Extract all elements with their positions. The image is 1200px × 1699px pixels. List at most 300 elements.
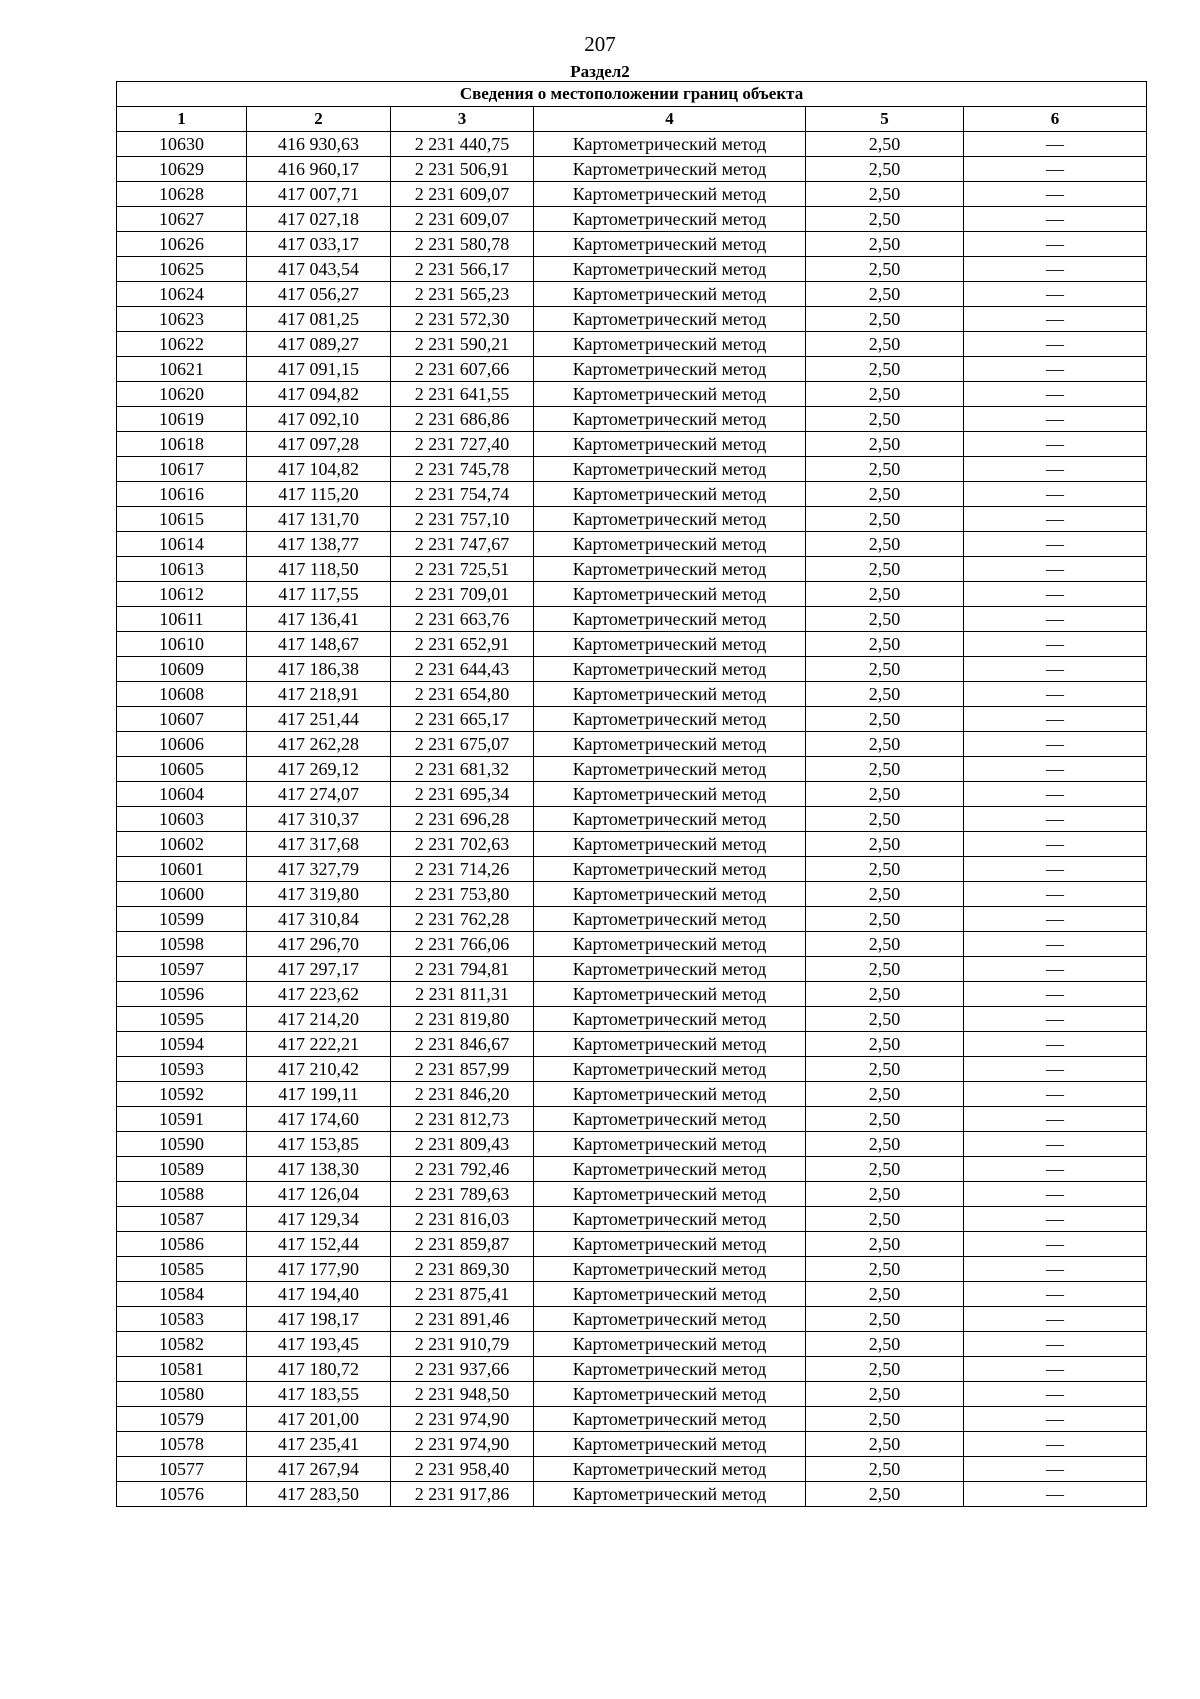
x-coordinate-cell: 417 081,25 [247, 307, 391, 332]
y-coordinate-cell: 2 231 644,43 [391, 657, 534, 682]
table-row [117, 707, 1147, 732]
description-cell: — [964, 757, 1147, 782]
x-coordinate-cell: 417 138,77 [247, 532, 391, 557]
x-coordinate-cell: 417 118,50 [247, 557, 391, 582]
x-coordinate-cell: 417 097,28 [247, 432, 391, 457]
description-cell: — [964, 1357, 1147, 1382]
table-row [117, 132, 1147, 157]
method-cell: Картометрический метод [534, 1182, 806, 1207]
table-row [117, 1482, 1147, 1507]
x-coordinate-cell: 417 319,80 [247, 882, 391, 907]
x-coordinate-cell: 417 283,50 [247, 1482, 391, 1507]
method-cell: Картометрический метод [534, 257, 806, 282]
y-coordinate-cell: 2 231 754,74 [391, 482, 534, 507]
x-coordinate-cell: 417 131,70 [247, 507, 391, 532]
description-cell: — [964, 632, 1147, 657]
table-row [117, 1007, 1147, 1032]
x-coordinate-cell: 417 104,82 [247, 457, 391, 482]
point-number-cell: 10596 [117, 982, 247, 1007]
y-coordinate-cell: 2 231 696,28 [391, 807, 534, 832]
description-cell: — [964, 932, 1147, 957]
method-cell: Картометрический метод [534, 607, 806, 632]
table-row [117, 632, 1147, 657]
table-row [117, 607, 1147, 632]
accuracy-cell: 2,50 [806, 157, 964, 182]
accuracy-cell: 2,50 [806, 1432, 964, 1457]
table-row [117, 1082, 1147, 1107]
method-cell: Картометрический метод [534, 1057, 806, 1082]
y-coordinate-cell: 2 231 565,23 [391, 282, 534, 307]
x-coordinate-cell: 417 117,55 [247, 582, 391, 607]
table-row [117, 1282, 1147, 1307]
method-cell: Картометрический метод [534, 432, 806, 457]
x-coordinate-cell: 417 267,94 [247, 1457, 391, 1482]
description-cell: — [964, 782, 1147, 807]
description-cell: — [964, 1257, 1147, 1282]
description-cell: — [964, 207, 1147, 232]
point-number-cell: 10624 [117, 282, 247, 307]
accuracy-cell: 2,50 [806, 782, 964, 807]
y-coordinate-cell: 2 231 506,91 [391, 157, 534, 182]
method-cell: Картометрический метод [534, 1332, 806, 1357]
method-cell: Картометрический метод [534, 282, 806, 307]
method-cell: Картометрический метод [534, 682, 806, 707]
accuracy-cell: 2,50 [806, 1457, 964, 1482]
table-row [117, 1257, 1147, 1282]
table-row [117, 1357, 1147, 1382]
point-number-cell: 10602 [117, 832, 247, 857]
method-cell: Картометрический метод [534, 657, 806, 682]
accuracy-cell: 2,50 [806, 232, 964, 257]
table-row [117, 1132, 1147, 1157]
table-body [117, 132, 1147, 1507]
x-coordinate-cell: 417 327,79 [247, 857, 391, 882]
point-number-cell: 10616 [117, 482, 247, 507]
description-cell: — [964, 907, 1147, 932]
y-coordinate-cell: 2 231 654,80 [391, 682, 534, 707]
accuracy-cell: 2,50 [806, 1082, 964, 1107]
point-number-cell: 10599 [117, 907, 247, 932]
y-coordinate-cell: 2 231 762,28 [391, 907, 534, 932]
point-number-cell: 10618 [117, 432, 247, 457]
table-row [117, 982, 1147, 1007]
y-coordinate-cell: 2 231 819,80 [391, 1007, 534, 1032]
accuracy-cell: 2,50 [806, 632, 964, 657]
point-number-cell: 10615 [117, 507, 247, 532]
method-cell: Картометрический метод [534, 807, 806, 832]
column-header: 2 [247, 107, 391, 132]
description-cell: — [964, 1057, 1147, 1082]
description-cell: — [964, 832, 1147, 857]
point-number-cell: 10625 [117, 257, 247, 282]
accuracy-cell: 2,50 [806, 182, 964, 207]
method-cell: Картометрический метод [534, 957, 806, 982]
method-cell: Картометрический метод [534, 1132, 806, 1157]
accuracy-cell: 2,50 [806, 1282, 964, 1307]
method-cell: Картометрический метод [534, 307, 806, 332]
table-row [117, 1057, 1147, 1082]
accuracy-cell: 2,50 [806, 1332, 964, 1357]
table-row [117, 307, 1147, 332]
description-cell: — [964, 132, 1147, 157]
method-cell: Картометрический метод [534, 732, 806, 757]
method-cell: Картометрический метод [534, 1307, 806, 1332]
table-row [117, 157, 1147, 182]
method-cell: Картометрический метод [534, 1257, 806, 1282]
method-cell: Картометрический метод [534, 1032, 806, 1057]
table-row [117, 832, 1147, 857]
x-coordinate-cell: 417 269,12 [247, 757, 391, 782]
y-coordinate-cell: 2 231 714,26 [391, 857, 534, 882]
point-number-cell: 10601 [117, 857, 247, 882]
description-cell: — [964, 1332, 1147, 1357]
x-coordinate-cell: 417 152,44 [247, 1232, 391, 1257]
table-row [117, 432, 1147, 457]
table-row [117, 182, 1147, 207]
point-number-cell: 10609 [117, 657, 247, 682]
accuracy-cell: 2,50 [806, 657, 964, 682]
table-row [117, 907, 1147, 932]
y-coordinate-cell: 2 231 757,10 [391, 507, 534, 532]
x-coordinate-cell: 417 223,62 [247, 982, 391, 1007]
accuracy-cell: 2,50 [806, 1132, 964, 1157]
description-cell: — [964, 1207, 1147, 1232]
method-cell: Картометрический метод [534, 532, 806, 557]
point-number-cell: 10612 [117, 582, 247, 607]
accuracy-cell: 2,50 [806, 832, 964, 857]
table-row [117, 1157, 1147, 1182]
accuracy-cell: 2,50 [806, 1482, 964, 1507]
column-header: 1 [117, 107, 247, 132]
method-cell: Картометрический метод [534, 1382, 806, 1407]
description-cell: — [964, 382, 1147, 407]
description-cell: — [964, 1457, 1147, 1482]
point-number-cell: 10591 [117, 1107, 247, 1132]
y-coordinate-cell: 2 231 675,07 [391, 732, 534, 757]
accuracy-cell: 2,50 [806, 1257, 964, 1282]
point-number-cell: 10589 [117, 1157, 247, 1182]
table-row [117, 1307, 1147, 1332]
table-row [117, 657, 1147, 682]
method-cell: Картометрический метод [534, 832, 806, 857]
table-row [117, 1332, 1147, 1357]
y-coordinate-cell: 2 231 789,63 [391, 1182, 534, 1207]
x-coordinate-cell: 417 153,85 [247, 1132, 391, 1157]
accuracy-cell: 2,50 [806, 432, 964, 457]
description-cell: — [964, 257, 1147, 282]
x-coordinate-cell: 417 194,40 [247, 1282, 391, 1307]
x-coordinate-cell: 417 262,28 [247, 732, 391, 757]
point-number-cell: 10585 [117, 1257, 247, 1282]
y-coordinate-cell: 2 231 846,67 [391, 1032, 534, 1057]
x-coordinate-cell: 417 317,68 [247, 832, 391, 857]
description-cell: — [964, 1107, 1147, 1132]
y-coordinate-cell: 2 231 709,01 [391, 582, 534, 607]
method-cell: Картометрический метод [534, 1082, 806, 1107]
table-row [117, 782, 1147, 807]
table-row [117, 232, 1147, 257]
x-coordinate-cell: 417 210,42 [247, 1057, 391, 1082]
table-row [117, 682, 1147, 707]
x-coordinate-cell: 417 235,41 [247, 1432, 391, 1457]
y-coordinate-cell: 2 231 641,55 [391, 382, 534, 407]
accuracy-cell: 2,50 [806, 607, 964, 632]
point-number-cell: 10600 [117, 882, 247, 907]
method-cell: Картометрический метод [534, 1482, 806, 1507]
x-coordinate-cell: 417 198,17 [247, 1307, 391, 1332]
table-row [117, 532, 1147, 557]
table-row [117, 357, 1147, 382]
point-number-cell: 10617 [117, 457, 247, 482]
point-number-cell: 10627 [117, 207, 247, 232]
method-cell: Картометрический метод [534, 182, 806, 207]
description-cell: — [964, 582, 1147, 607]
description-cell: — [964, 707, 1147, 732]
accuracy-cell: 2,50 [806, 407, 964, 432]
y-coordinate-cell: 2 231 857,99 [391, 1057, 534, 1082]
description-cell: — [964, 1232, 1147, 1257]
y-coordinate-cell: 2 231 792,46 [391, 1157, 534, 1182]
description-cell: — [964, 282, 1147, 307]
y-coordinate-cell: 2 231 910,79 [391, 1332, 534, 1357]
column-header: 4 [534, 107, 806, 132]
table-row [117, 757, 1147, 782]
description-cell: — [964, 1032, 1147, 1057]
table-row [117, 857, 1147, 882]
description-cell: — [964, 982, 1147, 1007]
table-row [117, 1432, 1147, 1457]
description-cell: — [964, 657, 1147, 682]
y-coordinate-cell: 2 231 948,50 [391, 1382, 534, 1407]
table-row [117, 732, 1147, 757]
x-coordinate-cell: 417 177,90 [247, 1257, 391, 1282]
x-coordinate-cell: 417 222,21 [247, 1032, 391, 1057]
method-cell: Картометрический метод [534, 1007, 806, 1032]
x-coordinate-cell: 417 186,38 [247, 657, 391, 682]
accuracy-cell: 2,50 [806, 682, 964, 707]
y-coordinate-cell: 2 231 590,21 [391, 332, 534, 357]
table-row [117, 257, 1147, 282]
y-coordinate-cell: 2 231 974,90 [391, 1432, 534, 1457]
description-cell: — [964, 432, 1147, 457]
accuracy-cell: 2,50 [806, 132, 964, 157]
table-row [117, 407, 1147, 432]
accuracy-cell: 2,50 [806, 1407, 964, 1432]
table-row [117, 1382, 1147, 1407]
method-cell: Картометрический метод [534, 1107, 806, 1132]
point-number-cell: 10610 [117, 632, 247, 657]
y-coordinate-cell: 2 231 566,17 [391, 257, 534, 282]
y-coordinate-cell: 2 231 809,43 [391, 1132, 534, 1157]
point-number-cell: 10620 [117, 382, 247, 407]
page-number: 207 [584, 32, 616, 56]
x-coordinate-cell: 417 138,30 [247, 1157, 391, 1182]
y-coordinate-cell: 2 231 974,90 [391, 1407, 534, 1432]
x-coordinate-cell: 417 007,71 [247, 182, 391, 207]
accuracy-cell: 2,50 [806, 1107, 964, 1132]
method-cell: Картометрический метод [534, 157, 806, 182]
accuracy-cell: 2,50 [806, 1357, 964, 1382]
table-row [117, 807, 1147, 832]
x-coordinate-cell: 417 174,60 [247, 1107, 391, 1132]
accuracy-cell: 2,50 [806, 307, 964, 332]
description-cell: — [964, 407, 1147, 432]
x-coordinate-cell: 417 115,20 [247, 482, 391, 507]
accuracy-cell: 2,50 [806, 1382, 964, 1407]
point-number-cell: 10605 [117, 757, 247, 782]
description-cell: — [964, 807, 1147, 832]
column-header-row [117, 107, 1147, 132]
description-cell: — [964, 857, 1147, 882]
y-coordinate-cell: 2 231 702,63 [391, 832, 534, 857]
description-cell: — [964, 507, 1147, 532]
method-cell: Картометрический метод [534, 507, 806, 532]
y-coordinate-cell: 2 231 875,41 [391, 1282, 534, 1307]
x-coordinate-cell: 417 297,17 [247, 957, 391, 982]
x-coordinate-cell: 417 136,41 [247, 607, 391, 632]
x-coordinate-cell: 417 199,11 [247, 1082, 391, 1107]
point-number-cell: 10577 [117, 1457, 247, 1482]
method-cell: Картометрический метод [534, 932, 806, 957]
point-number-cell: 10586 [117, 1232, 247, 1257]
x-coordinate-cell: 417 274,07 [247, 782, 391, 807]
y-coordinate-cell: 2 231 794,81 [391, 957, 534, 982]
table-caption: Сведения о местоположении границ объекта [117, 82, 1147, 107]
method-cell: Картометрический метод [534, 1407, 806, 1432]
y-coordinate-cell: 2 231 572,30 [391, 307, 534, 332]
y-coordinate-cell: 2 231 695,34 [391, 782, 534, 807]
method-cell: Картометрический метод [534, 632, 806, 657]
y-coordinate-cell: 2 231 609,07 [391, 182, 534, 207]
accuracy-cell: 2,50 [806, 757, 964, 782]
y-coordinate-cell: 2 231 937,66 [391, 1357, 534, 1382]
description-cell: — [964, 307, 1147, 332]
point-number-cell: 10626 [117, 232, 247, 257]
section-title: Раздел2 [570, 62, 630, 81]
method-cell: Картометрический метод [534, 1282, 806, 1307]
x-coordinate-cell: 417 126,04 [247, 1182, 391, 1207]
x-coordinate-cell: 417 043,54 [247, 257, 391, 282]
accuracy-cell: 2,50 [806, 1307, 964, 1332]
column-header: 3 [391, 107, 534, 132]
x-coordinate-cell: 417 089,27 [247, 332, 391, 357]
description-cell: — [964, 232, 1147, 257]
table-row [117, 932, 1147, 957]
method-cell: Картометрический метод [534, 707, 806, 732]
description-cell: — [964, 957, 1147, 982]
description-cell: — [964, 882, 1147, 907]
x-coordinate-cell: 417 056,27 [247, 282, 391, 307]
accuracy-cell: 2,50 [806, 582, 964, 607]
accuracy-cell: 2,50 [806, 382, 964, 407]
table-caption-row [117, 82, 1147, 107]
accuracy-cell: 2,50 [806, 1232, 964, 1257]
point-number-cell: 10619 [117, 407, 247, 432]
point-number-cell: 10606 [117, 732, 247, 757]
accuracy-cell: 2,50 [806, 282, 964, 307]
point-number-cell: 10629 [117, 157, 247, 182]
y-coordinate-cell: 2 231 753,80 [391, 882, 534, 907]
description-cell: — [964, 1132, 1147, 1157]
y-coordinate-cell: 2 231 663,76 [391, 607, 534, 632]
point-number-cell: 10581 [117, 1357, 247, 1382]
x-coordinate-cell: 417 094,82 [247, 382, 391, 407]
column-header: 5 [806, 107, 964, 132]
method-cell: Картометрический метод [534, 132, 806, 157]
y-coordinate-cell: 2 231 766,06 [391, 932, 534, 957]
accuracy-cell: 2,50 [806, 532, 964, 557]
x-coordinate-cell: 417 201,00 [247, 1407, 391, 1432]
method-cell: Картометрический метод [534, 407, 806, 432]
point-number-cell: 10614 [117, 532, 247, 557]
y-coordinate-cell: 2 231 652,91 [391, 632, 534, 657]
y-coordinate-cell: 2 231 859,87 [391, 1232, 534, 1257]
description-cell: — [964, 1157, 1147, 1182]
point-number-cell: 10580 [117, 1382, 247, 1407]
accuracy-cell: 2,50 [806, 557, 964, 582]
description-cell: — [964, 682, 1147, 707]
x-coordinate-cell: 417 129,34 [247, 1207, 391, 1232]
method-cell: Картометрический метод [534, 332, 806, 357]
description-cell: — [964, 532, 1147, 557]
description-cell: — [964, 607, 1147, 632]
point-number-cell: 10576 [117, 1482, 247, 1507]
description-cell: — [964, 1382, 1147, 1407]
y-coordinate-cell: 2 231 846,20 [391, 1082, 534, 1107]
accuracy-cell: 2,50 [806, 857, 964, 882]
point-number-cell: 10604 [117, 782, 247, 807]
y-coordinate-cell: 2 231 811,31 [391, 982, 534, 1007]
description-cell: — [964, 1482, 1147, 1507]
point-number-cell: 10590 [117, 1132, 247, 1157]
point-number-cell: 10582 [117, 1332, 247, 1357]
method-cell: Картометрический метод [534, 757, 806, 782]
description-cell: — [964, 457, 1147, 482]
method-cell: Картометрический метод [534, 1207, 806, 1232]
y-coordinate-cell: 2 231 816,03 [391, 1207, 534, 1232]
method-cell: Картометрический метод [534, 482, 806, 507]
table-row [117, 957, 1147, 982]
y-coordinate-cell: 2 231 917,86 [391, 1482, 534, 1507]
x-coordinate-cell: 417 033,17 [247, 232, 391, 257]
accuracy-cell: 2,50 [806, 482, 964, 507]
point-number-cell: 10595 [117, 1007, 247, 1032]
method-cell: Картометрический метод [534, 1232, 806, 1257]
description-cell: — [964, 157, 1147, 182]
accuracy-cell: 2,50 [806, 457, 964, 482]
x-coordinate-cell: 417 193,45 [247, 1332, 391, 1357]
accuracy-cell: 2,50 [806, 882, 964, 907]
point-number-cell: 10583 [117, 1307, 247, 1332]
method-cell: Картометрический метод [534, 207, 806, 232]
point-number-cell: 10607 [117, 707, 247, 732]
column-header: 6 [964, 107, 1147, 132]
x-coordinate-cell: 417 027,18 [247, 207, 391, 232]
y-coordinate-cell: 2 231 665,17 [391, 707, 534, 732]
y-coordinate-cell: 2 231 440,75 [391, 132, 534, 157]
point-number-cell: 10628 [117, 182, 247, 207]
description-cell: — [964, 732, 1147, 757]
method-cell: Картометрический метод [534, 357, 806, 382]
x-coordinate-cell: 417 310,37 [247, 807, 391, 832]
point-number-cell: 10598 [117, 932, 247, 957]
description-cell: — [964, 1282, 1147, 1307]
point-number-cell: 10613 [117, 557, 247, 582]
point-number-cell: 10608 [117, 682, 247, 707]
x-coordinate-cell: 417 310,84 [247, 907, 391, 932]
method-cell: Картометрический метод [534, 982, 806, 1007]
table-row [117, 1457, 1147, 1482]
